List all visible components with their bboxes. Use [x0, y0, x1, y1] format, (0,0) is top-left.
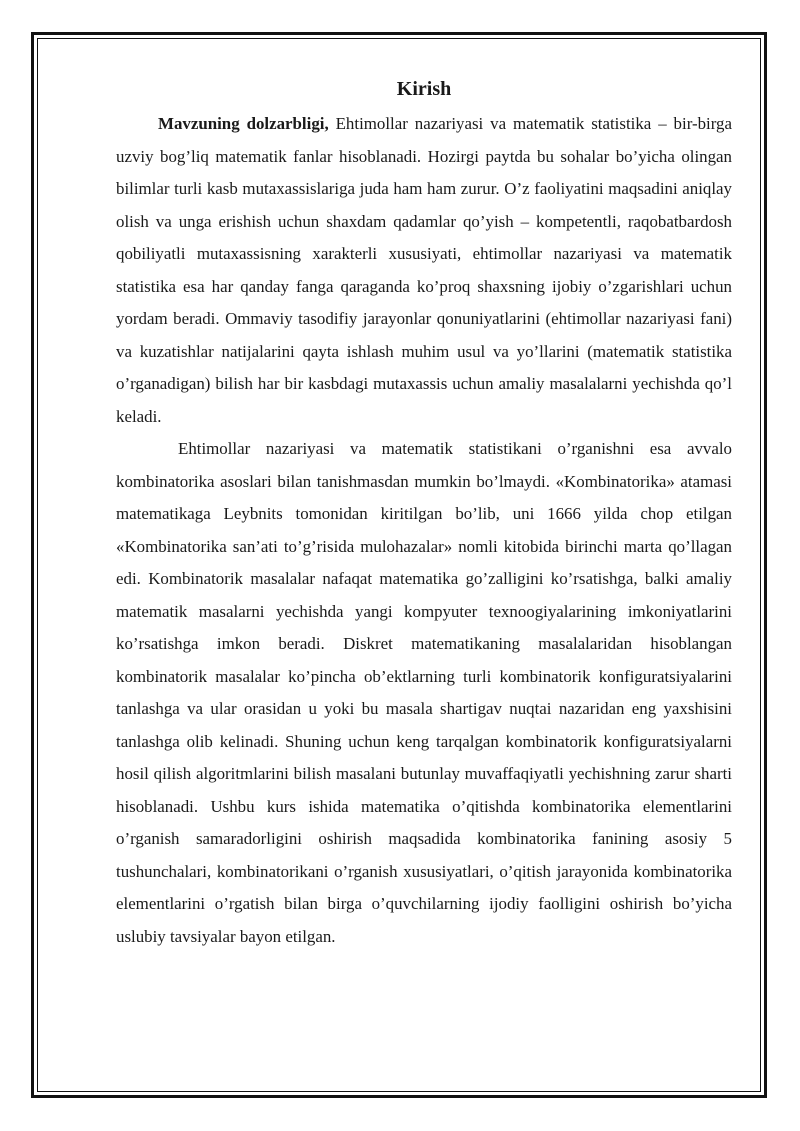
document-body: [116, 76, 732, 953]
paragraph-relevance-text: Ehtimollar nazariyasi va matematik statistika – bir-birga uzviy bog’liq matematik fanlar hisoblanadi. Hozirgi paytda bu sohalar bo’yicha olingan bilimlar turli kasb mutaxassislariga juda ham ham zurur. O’z faoliyatini maqsadini aniqlay olish va unga erishish uchun shaxdam qadamlar qo’yish – kompetentli, raqobatbardosh qobiliyatli mutaxassisning xarakterli xususiyati, ehtimollar nazariyasi va matematik statistika esa har qanday fanga qaraganda ko’proq shaxsning ijobiy o’zgarishlari uchun yordam beradi. Ommaviy tasodifiy jarayonlar qonuniyatlarini (ehtimollar nazariyasi fani) va kuzatishlar natijalarini qayta ishlash muhim usul va yo’llarini (matematik statistika o’rganadigan) bilish har bir kasbdagi mutaxassis uchun amaliy masalalarni yechishda qo’l keladi.: [116, 114, 733, 426]
paragraph-relevance: [116, 108, 732, 433]
paragraph-lead: Mavzuning dolzarbligi,: [158, 114, 329, 133]
document-title: Kirish: [396, 78, 452, 100]
paragraph-combinatorics: Ehtimollar nazariyasi va matematik statistikani o’rganishni esa avvalo kombinatorika asoslari bilan tanishmasdan mumkin bo’lmaydi. «Kombinatorika» atamasi matematikaga Leybnits tomonidan kiritilgan bo’lib, uni 1666 yilda chop etilgan «Kombinatorika san’ati to’g’risida mulohazalar» nomli kitobida birinchi marta qo’llagan edi. Kombinatorik masalalar nafaqat matematika go’zalligini ko’rsatishga, balki amaliy matematik masalarni yechishda yangi kompyuter texnoogiyalarining imkoniyatlarini ko’rsatishga imkon beradi. Diskret matematikaning masalalaridan hisoblangan kombinatorik masalalar ko’pincha ob’ektlarning turli kombinatorik konfiguratsiyalarini tanlashga va ular orasidan u yoki bu masala shartigav nuqtai nazaridan eng yaxshisini tanlashga olib kelinadi. Shuning uchun keng tarqalgan kombinatorik konfiguratsiyalarni hosil qilish algoritmlarini bilish masalani butunlay muvaffaqiyatli yechishning zarur sharti hisoblanadi. Ushbu kurs ishida matematika o’qitishda kombinatorika elementlarini o’rganish samaradorligini oshirish maqsadida kombinatorika fanining asosiy 5 tushunchalari, kombinatorikani o’rganish xususiyatlari, o’qitish jarayonida kombinatorika elementlarini o’rgatish bilan birga o’quvchilarning ijodiy faolligini oshirish bo’yicha uslubiy tavsiyalar bayon etilgan.: [116, 439, 732, 946]
